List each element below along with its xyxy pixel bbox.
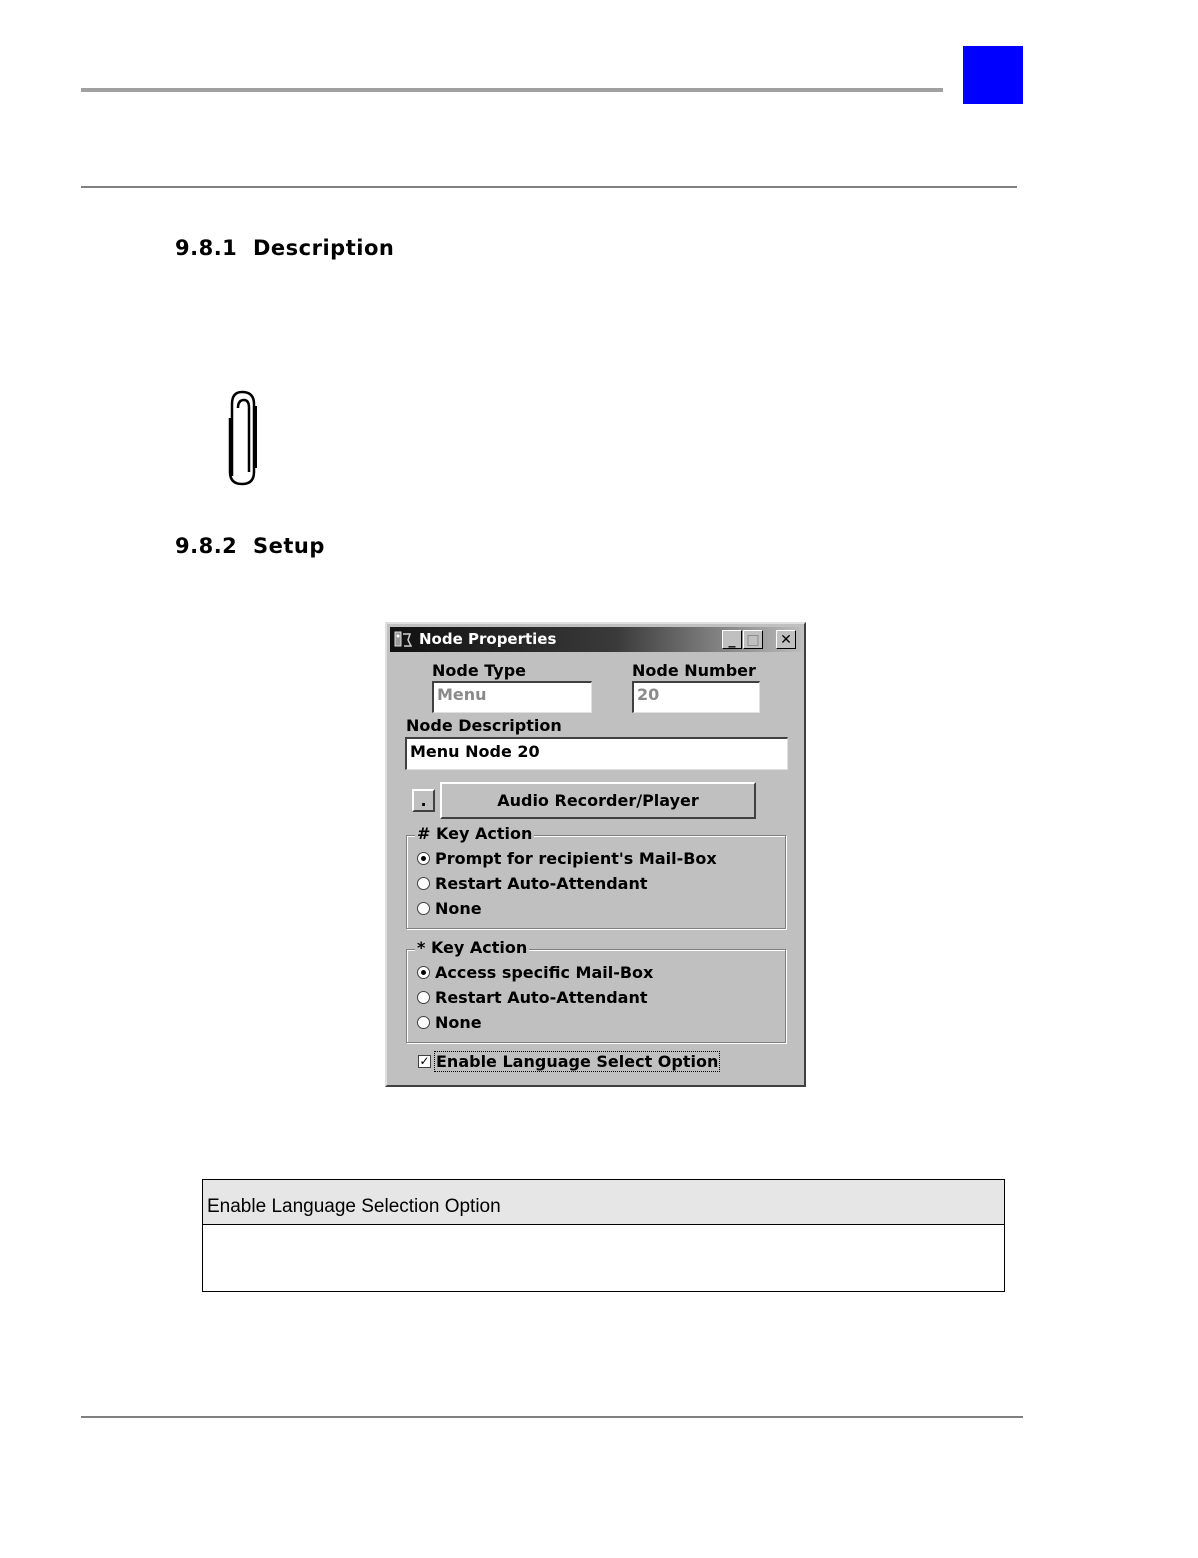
radio-access-specific-mailbox[interactable]: [417, 963, 653, 982]
radio-prompt-mailbox[interactable]: [417, 849, 717, 868]
minimize-button[interactable]: [722, 630, 742, 649]
radio-label: Restart Auto-Attendant: [435, 988, 648, 1007]
radio-none[interactable]: [417, 899, 482, 918]
radio-restart-auto-attendant[interactable]: [417, 874, 648, 893]
radio-restart-auto-attendant[interactable]: [417, 988, 648, 1007]
node-description-input[interactable]: Menu Node 20: [405, 737, 788, 770]
radio-button-icon[interactable]: [417, 877, 430, 890]
section-number: 9.8.1: [175, 236, 238, 260]
table-header-text: Enable Language Selection Option: [207, 1196, 501, 1217]
table-header: [203, 1180, 1004, 1225]
radio-button-icon[interactable]: [417, 852, 430, 865]
header-rule: [81, 88, 943, 92]
section-title: Setup: [253, 534, 325, 558]
radio-label: Restart Auto-Attendant: [435, 874, 648, 893]
section-heading-description: [175, 236, 394, 260]
close-icon: ✕: [780, 631, 792, 648]
radio-label: Access specific Mail-Box: [435, 963, 654, 982]
hash-key-action-legend: # Key Action: [417, 824, 533, 843]
radio-label: None: [435, 1013, 482, 1032]
enable-language-select-checkbox[interactable]: [418, 1052, 719, 1071]
section-title: Description: [253, 236, 395, 260]
radio-button-icon[interactable]: [417, 902, 430, 915]
chapter-color-block: [963, 46, 1023, 104]
star-key-action-legend: * Key Action: [417, 938, 528, 957]
checkbox-check-icon[interactable]: ✓: [419, 1054, 430, 1068]
close-button[interactable]: [776, 630, 796, 649]
node-number-label: Node Number: [632, 661, 756, 680]
minimize-icon: _: [728, 631, 736, 648]
audio-recorder-player-button[interactable]: [440, 782, 756, 819]
dialog-title: Node Properties: [419, 630, 557, 648]
paperclip-icon: [222, 388, 262, 490]
small-button-label: .: [420, 791, 427, 810]
audio-button-label: Audio Recorder/Player: [497, 791, 699, 810]
node-type-field: Menu: [432, 681, 592, 713]
maximize-icon: □: [746, 631, 760, 648]
radio-label: Prompt for recipient's Mail-Box: [435, 849, 717, 868]
radio-button-icon[interactable]: [417, 1016, 430, 1029]
node-number-field: 20: [632, 681, 760, 713]
node-description-label: Node Description: [406, 716, 562, 735]
hash-key-action-group: [406, 824, 786, 929]
radio-label: None: [435, 899, 482, 918]
section-heading-setup: [175, 534, 325, 558]
section-number: 9.8.2: [175, 534, 238, 558]
option-table: [202, 1179, 1005, 1292]
footer-rule: [81, 1416, 1023, 1418]
star-key-action-group: [406, 938, 786, 1043]
radio-none[interactable]: [417, 1013, 482, 1032]
maximize-button[interactable]: [743, 630, 763, 649]
radio-button-icon[interactable]: [417, 991, 430, 1004]
small-browse-button[interactable]: [412, 789, 435, 812]
checkbox-label: Enable Language Select Option: [436, 1052, 719, 1071]
node-type-label: Node Type: [432, 661, 527, 680]
app-icon: [393, 630, 413, 649]
radio-button-icon[interactable]: [417, 966, 430, 979]
dialog-titlebar[interactable]: [390, 627, 801, 652]
header-divider: [81, 186, 1017, 188]
node-properties-dialog: [385, 622, 806, 1087]
